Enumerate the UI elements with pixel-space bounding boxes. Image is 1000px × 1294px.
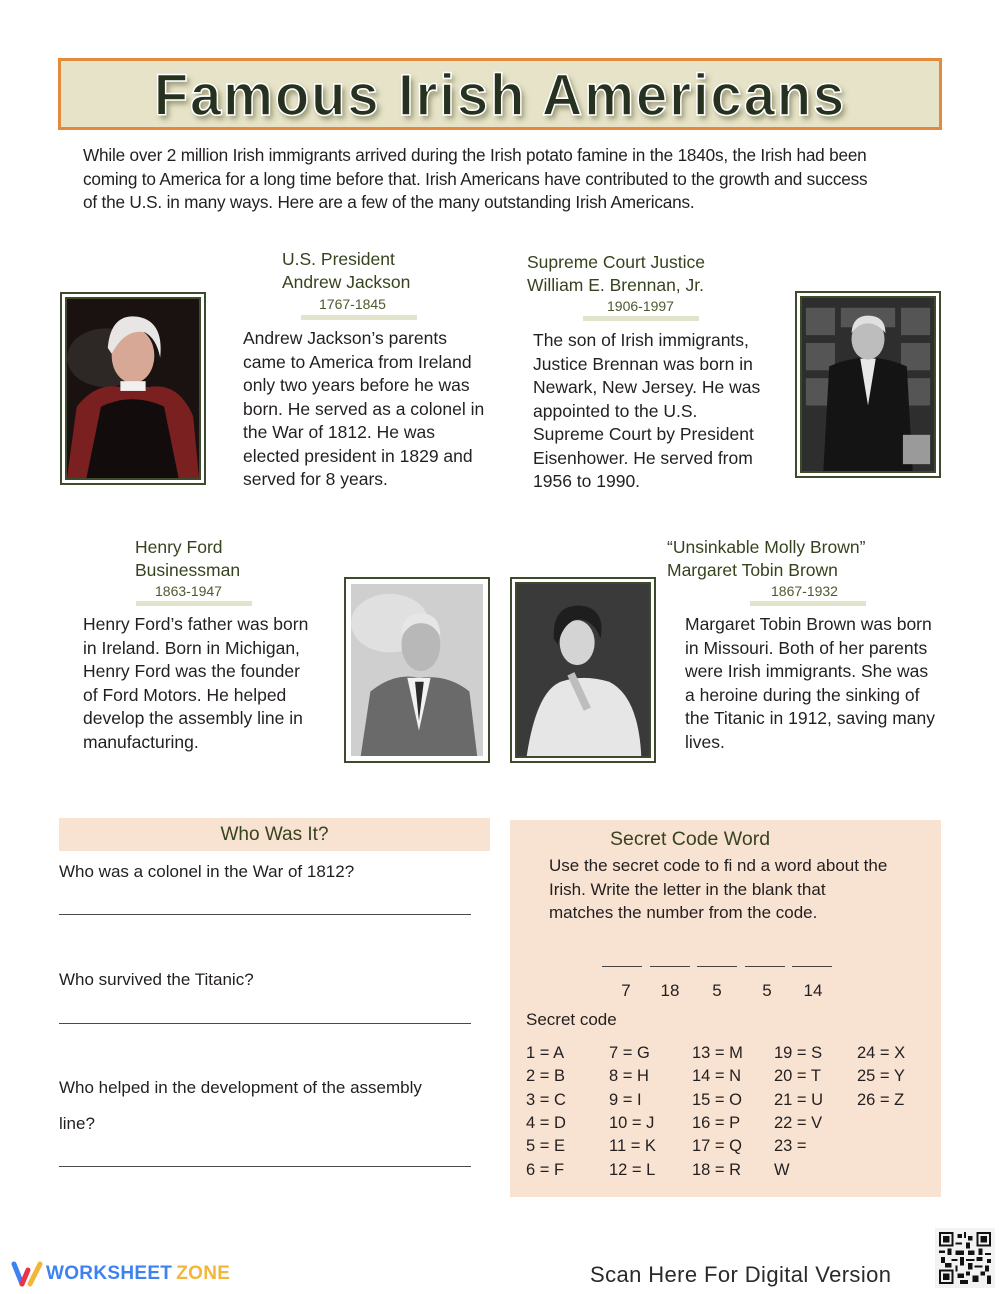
code-entry: 5 = E: [526, 1137, 565, 1156]
portrait-image: [351, 584, 483, 756]
person-title: U.S. President: [282, 249, 395, 269]
person-title: Businessman: [135, 560, 241, 580]
margaret-brown-portrait: [510, 577, 656, 763]
who-was-it-header: [59, 818, 490, 851]
code-entry: 1 = A: [526, 1044, 565, 1062]
heading-underline: [583, 316, 699, 321]
code-table: [526, 1042, 926, 1187]
person-years: 1906-1997: [607, 298, 674, 314]
code-entry: 16 = P: [692, 1113, 741, 1132]
code-entry: 14 = N: [692, 1067, 742, 1086]
person-name: Margaret Tobin Brown: [667, 560, 838, 580]
person-bio: Andrew Jackson’s parents came to America from Ireland only two years before he was born. He served as a colonel in the War of 1812. He was elected president in 1829 and served for 8 years.: [243, 328, 485, 489]
code-entry: 21 = U: [774, 1090, 824, 1109]
william-brennan-portrait: [795, 291, 941, 478]
code-entry: 23 =: [774, 1137, 807, 1156]
heading-underline: [750, 601, 866, 606]
code-entry: 20 = T: [774, 1067, 821, 1086]
code-entry: 18 = R: [692, 1160, 742, 1179]
code-entry: W: [774, 1160, 790, 1179]
question-2: Who survived the Titanic?: [59, 970, 254, 989]
person-years: 1867-1932: [771, 583, 838, 599]
person-bio: Henry Ford’s father was born in Ireland. Born in Michigan, Henry Ford was the founder of Ford Motors. He helped develop the assembly line in manufacturing.: [83, 614, 309, 752]
code-entry: 11 = K: [609, 1137, 656, 1156]
question-1: Who was a colonel in the War of 1812?: [59, 862, 355, 881]
code-number-3: 5: [712, 981, 722, 1000]
portrait-image: [67, 299, 199, 478]
answer-line-3[interactable]: [59, 1166, 471, 1167]
heading-underline: [136, 601, 252, 606]
letter-blank-2[interactable]: [650, 966, 690, 967]
code-entry: 12 = L: [609, 1160, 656, 1179]
person-title: Supreme Court Justice: [527, 252, 705, 272]
code-entry: 15 = O: [692, 1090, 742, 1109]
code-entry: 25 = Y: [857, 1067, 905, 1086]
secret-code-label: Secret code: [526, 1010, 617, 1029]
person-bio: Margaret Tobin Brown was born in Missouri. Both of her parents were Irish immigrants. She was a heroine during the sinking of the Titanic in 1912, saving many lives.: [685, 614, 936, 752]
code-number-2: 18: [660, 981, 680, 1000]
code-number-1: 7: [621, 981, 631, 1000]
answer-line-1[interactable]: [59, 914, 471, 915]
henry-ford-portrait: [344, 577, 490, 763]
question-3-continued: line?: [59, 1114, 95, 1133]
secret-code-panel: [510, 820, 941, 1197]
heading-underline: [301, 315, 417, 320]
portrait-image: [517, 584, 649, 756]
page-title: Famous Irish Americans: [153, 60, 847, 128]
letter-blank-5[interactable]: [792, 966, 832, 967]
title-banner: [58, 58, 942, 130]
section-title: Secret Code Word: [610, 828, 771, 850]
code-entry: 17 = Q: [692, 1137, 742, 1156]
person-heading: [135, 536, 240, 582]
person-title: “Unsinkable Molly Brown”: [667, 537, 866, 557]
code-entry: 6 = F: [526, 1160, 565, 1179]
scan-prompt: Scan Here For Digital Version: [590, 1262, 892, 1287]
code-entry: 13 = M: [692, 1044, 743, 1062]
code-instructions: Use the secret code to fi nd a word about the Irish. Write the letter in the blank that matches the number from the code.: [549, 856, 888, 922]
code-entry: 24 = X: [857, 1044, 906, 1062]
person-name: William E. Brennan, Jr.: [527, 275, 704, 295]
person-heading: [527, 251, 705, 297]
person-name: Henry Ford: [135, 537, 223, 557]
andrew-jackson-portrait: [60, 292, 206, 485]
person-years: 1863-1947: [155, 583, 222, 599]
person-name: Andrew Jackson: [282, 272, 411, 292]
code-entry: 22 = V: [774, 1113, 823, 1132]
code-entry: 7 = G: [609, 1044, 650, 1062]
code-entry: 9 = I: [609, 1090, 642, 1109]
code-entry: 26 = Z: [857, 1090, 905, 1109]
letter-blank-4[interactable]: [745, 966, 785, 967]
code-number-5: 14: [803, 981, 823, 1000]
logo-text-zone: ZONE: [176, 1263, 231, 1284]
code-entry: 8 = H: [609, 1067, 649, 1086]
question-3: Who helped in the development of the assembly: [59, 1078, 422, 1097]
worksheet-zone-logo[interactable]: [10, 1260, 230, 1288]
section-title: Who Was It?: [220, 823, 329, 845]
person-heading: [282, 248, 410, 294]
qr-code[interactable]: [935, 1228, 995, 1288]
code-entry: 2 = B: [526, 1067, 565, 1086]
portrait-image: [802, 298, 934, 471]
code-entry: 10 = J: [609, 1113, 655, 1132]
letter-blank-1[interactable]: [602, 966, 642, 967]
answer-line-2[interactable]: [59, 1023, 471, 1024]
letter-blank-3[interactable]: [697, 966, 737, 967]
intro-paragraph: While over 2 million Irish immigrants arrived during the Irish potato famine in the 1840s, the Irish had been coming to America for a long time before that. Irish Americans have contributed to the growth and success of the U.S. in many ways. Here are a few of the many outstanding Irish Americans.: [83, 145, 868, 212]
qr-code-icon: [939, 1232, 991, 1284]
code-entry: 19 = S: [774, 1044, 823, 1062]
person-heading: [667, 536, 865, 582]
logo-text-worksheet: WORKSHEET: [46, 1263, 173, 1284]
code-entry: 4 = D: [526, 1113, 566, 1132]
person-years: 1767-1845: [319, 296, 386, 312]
logo-w-icon: [10, 1260, 46, 1288]
person-bio: The son of Irish immigrants, Justice Brennan was born in Newark, New Jersey. He was appointed to the U.S. Supreme Court by President Eisenhower. He served from 1956 to 1990.: [533, 330, 761, 491]
code-entry: 3 = C: [526, 1090, 566, 1109]
code-number-4: 5: [762, 981, 772, 1000]
